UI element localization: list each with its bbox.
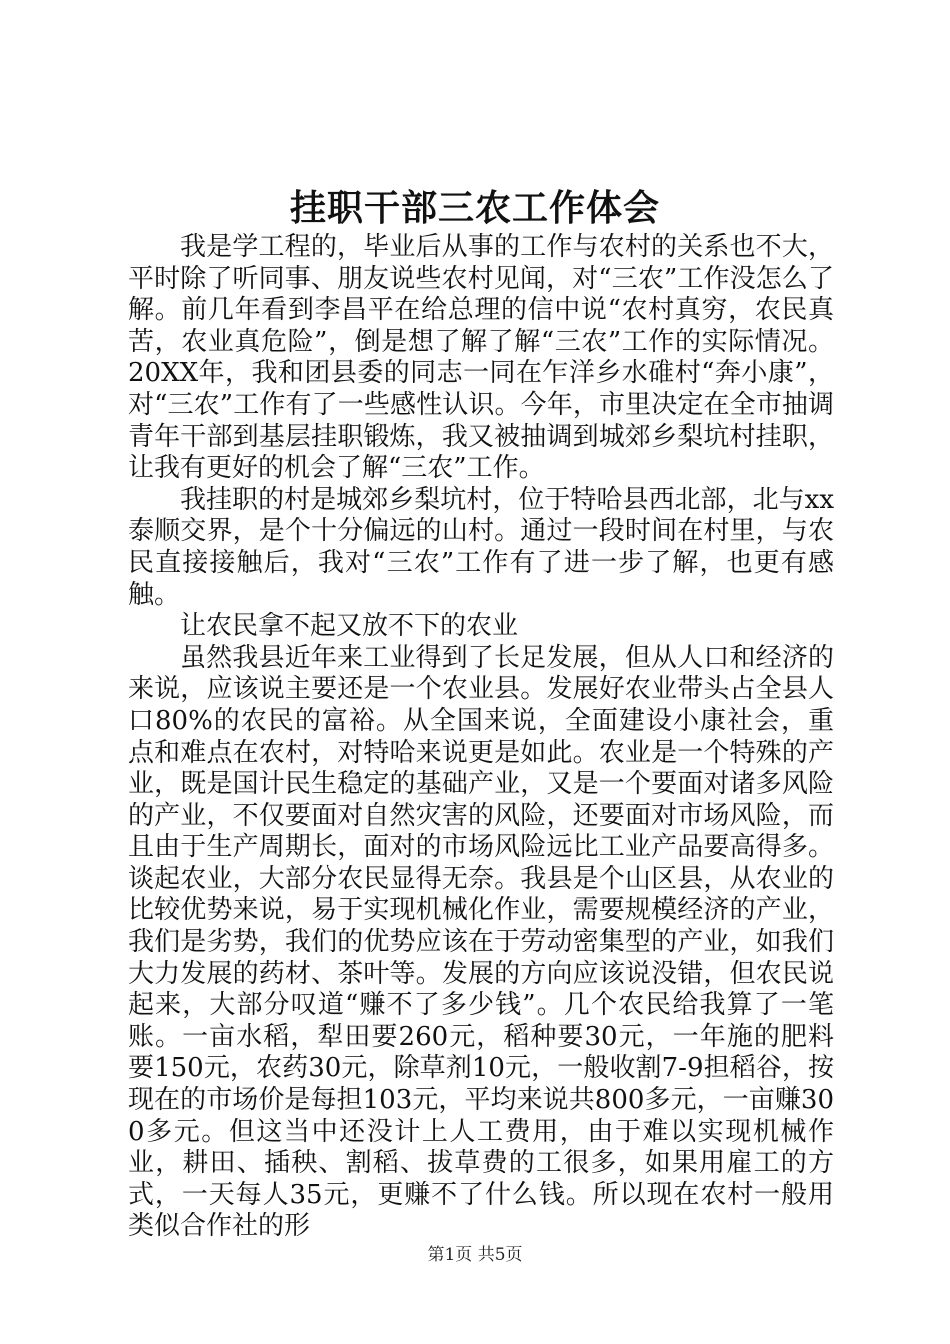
document-title: 挂职干部三农工作体会	[289, 187, 660, 229]
section-heading-agriculture: 让农民拿不起又放不下的农业	[180, 611, 519, 642]
paragraph-village: 我挂职的村是城郊乡梨坑村，位于特哈县西北部，北与xx泰顺交界，是个十分偏远的山村。通过一段时间在村里，与农民直接接触后，我对“三农”工作有了进一步了解，也更有感触。	[128, 484, 834, 610]
document-body	[128, 232, 834, 1243]
paragraph-intro: 我是学工程的，毕业后从事的工作与农村的关系也不大，平时除了听同事、朋友说些农村见闻，对“三农”工作没怎么了解。前几年看到李昌平在给总理的信中说“农村真穷，农民真苦，农业真危险”，倒是想了解了解“三农”工作的实际情况。20XX年，我和团县委的同志一同在乍洋乡水碓村“奔小康”，对“三农”工作有了一些感性认识。今年，市里决定在全市抽调青年干部到基层挂职锻炼，我又被抽调到城郊乡梨坑村挂职，让我有更好的机会了解“三农”工作。	[128, 232, 834, 484]
paragraph-agriculture: 虽然我县近年来工业得到了长足发展，但从人口和经济的来说，应该说主要还是一个农业县。发展好农业带头占全县人口80%的农民的富裕。从全国来说，全面建设小康社会，重点和难点在农村，对特哈来说更是如此。农业是一个特殊的产业，既是国计民生稳定的基础产业，又是一个要面对诸多风险的产业，不仅要面对自然灾害的风险，还要面对市场风险，而且由于生产周期长，面对的市场风险远比工业产品要高得多。谈起农业，大部分农民显得无奈。我县是个山区县，从农业的比较优势来说，易于实现机械化作业，需要规模经济的产业，我们是劣势，我们的优势应该在于劳动密集型的产业，如我们大力发展的药材、茶叶等。发展的方向应该说没错，但农民说起来，大部分叹道“赚不了多少钱”。几个农民给我算了一笔账。一亩水稻，犁田要260元，稻种要30元，一年施的肥料要150元，农药30元，除草剂10元，一般收割7-9担稻谷，按现在的市场价是每担103元，平均来说共800多元，一亩赚300多元。但这当中还没计上人工费用，由于难以实现机械作业，耕田、插秧、割稻、拔草费的工很多，如果用雇工的方式，一天每人35元，更赚不了什么钱。所以现在农村一般用类似合作社的形	[128, 642, 834, 1242]
page-footer: 第1页 共5页	[427, 1245, 523, 1265]
